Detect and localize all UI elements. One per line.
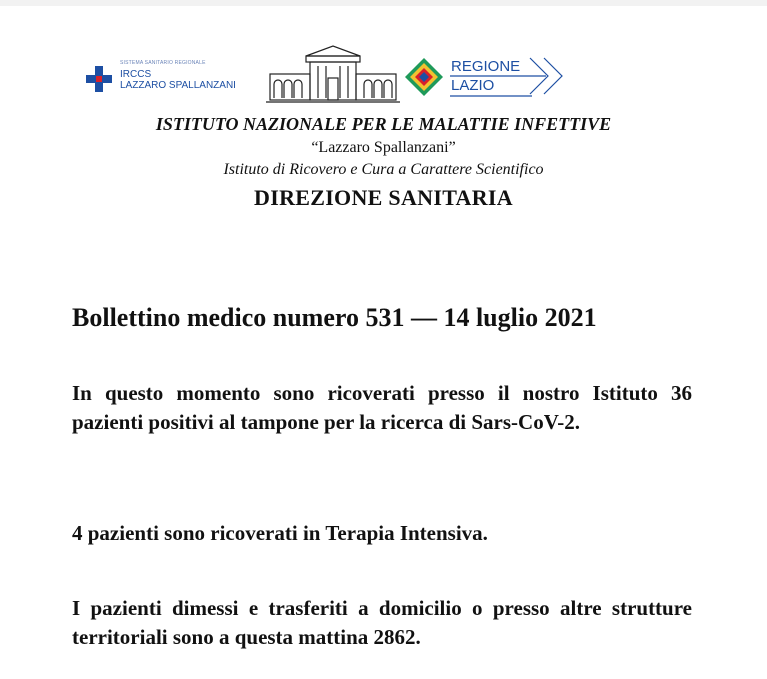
institute-building-icon [266,44,400,106]
regione-lazio-decoration [448,55,564,101]
institute-heading: ISTITUTO NAZIONALE PER LE MALATTIE INFETTIVE [155,114,612,134]
institute-name: “Lazzaro Spallanzani” [311,139,456,156]
institute-subtitle: Istituto di Ricovero e Cura a Carattere Scientifico [223,161,544,178]
department-heading: DIREZIONE SANITARIA [254,185,513,210]
irccs-spallanzani-logo [86,54,261,94]
page-top-edge [0,0,767,6]
logo-irccs-text: IRCCS [120,69,152,80]
regione-lazio-logo [404,55,564,101]
regione-text: REGIONE [451,58,521,75]
red-blue-cross-icon [86,66,112,92]
bulletin-paragraph-discharged: I pazienti dimessi e trasferiti a domicilio o presso altre strutture territoriali sono a questa mattina 2862. [72,596,692,649]
bulletin-paragraph-intensive-care: 4 pazienti sono ricoverati in Terapia Intensiva. [72,521,488,545]
bulletin-title: Bollettino medico numero 531 — 14 luglio 2021 [72,303,597,332]
bulletin-paragraph-admitted: In questo momento sono ricoverati presso il nostro Istituto 36 pazienti positivi al tampone per la ricerca di Sars-CoV-2. [72,381,692,434]
regione-lazio-emblem-icon [404,57,444,97]
logo-spallanzani-text: LAZZARO SPALLANZANI [120,80,236,91]
lazio-text: LAZIO [451,77,495,94]
logo-small-caption: SISTEMA SANITARIO REGIONALE [120,60,206,66]
